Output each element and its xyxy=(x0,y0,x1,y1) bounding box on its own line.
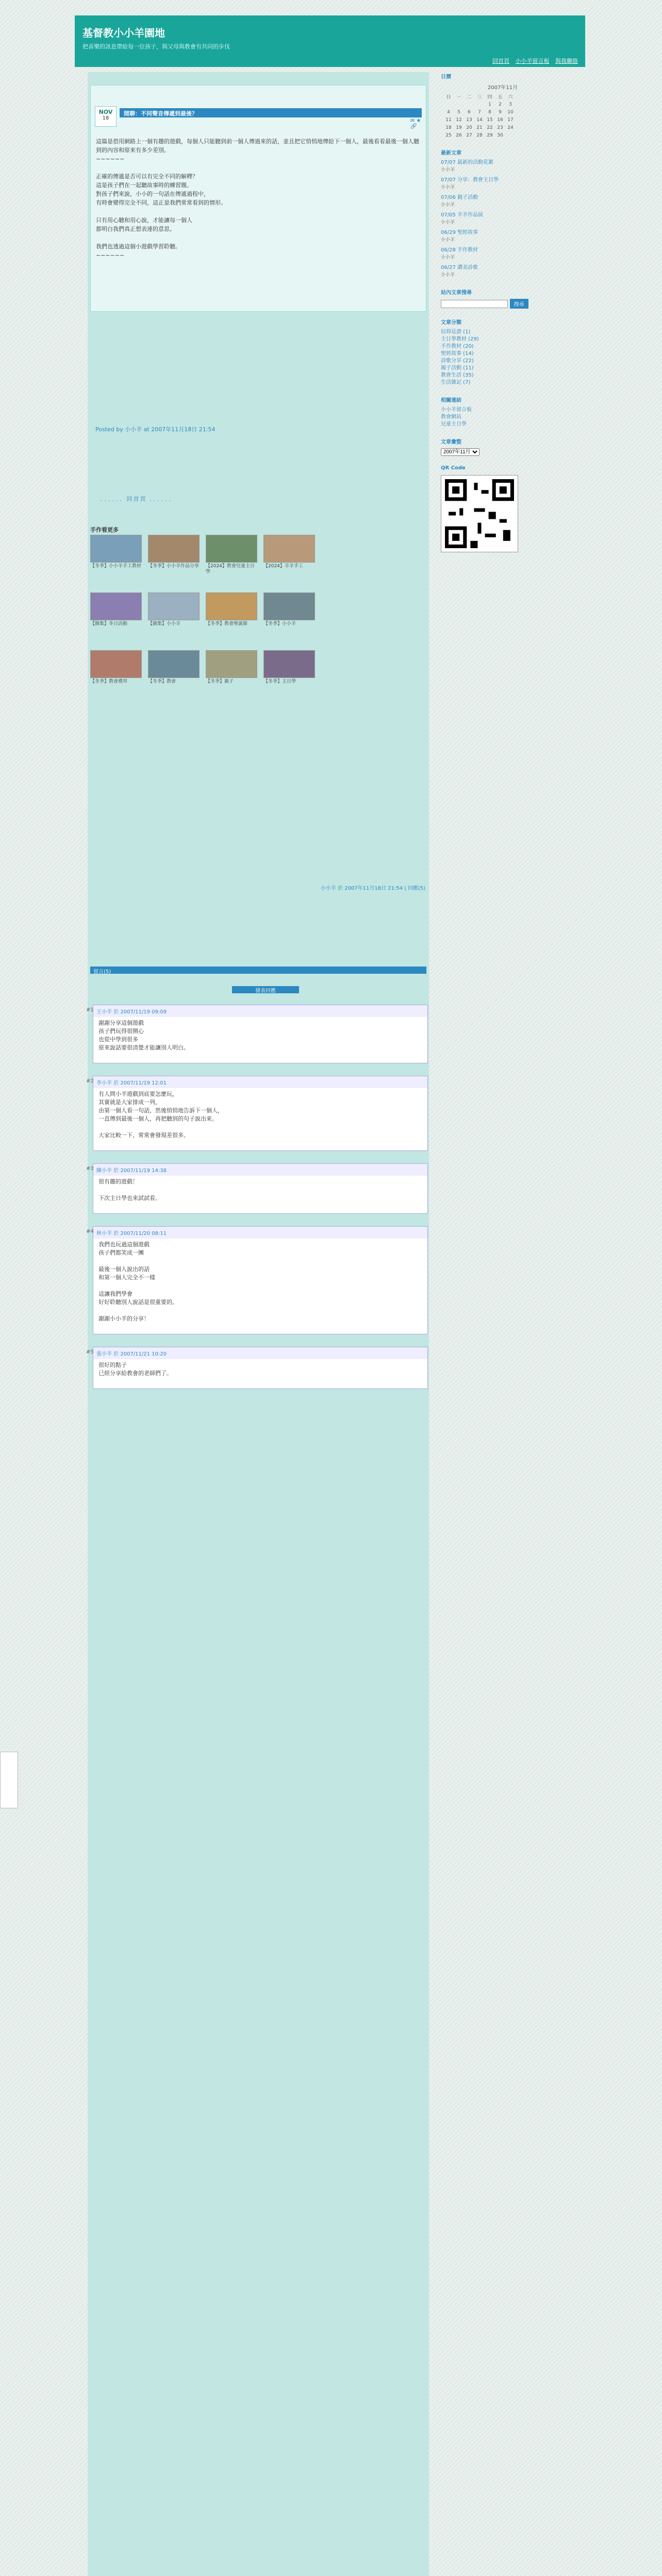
gallery-caption: 【圖集】小小羊 xyxy=(148,621,181,626)
gallery-item[interactable] xyxy=(90,650,142,697)
calendar-day[interactable]: 30 xyxy=(497,132,503,138)
calendar-dayname: 一 xyxy=(456,95,461,100)
qr-title: QR Code xyxy=(441,465,466,471)
recent-posts-box xyxy=(441,148,565,279)
recent-post-title[interactable]: 07/05 羊羊作品展 xyxy=(441,212,483,218)
calendar-grid xyxy=(443,93,516,139)
category-link[interactable]: 聖經故事 (14) xyxy=(441,351,474,357)
calendar-day[interactable]: 20 xyxy=(466,125,472,130)
comment xyxy=(86,1163,428,1214)
comment-header: 李小羊 於 2007/11/19 12:01 xyxy=(93,1076,427,1088)
comment-number: #4 xyxy=(86,1229,94,1234)
gallery-image[interactable] xyxy=(148,592,200,620)
gallery-image[interactable] xyxy=(263,592,315,620)
site-header xyxy=(75,15,585,67)
calendar-day[interactable]: 24 xyxy=(507,125,514,130)
search-input[interactable] xyxy=(441,300,508,308)
calendar-day[interactable]: 18 xyxy=(445,125,452,130)
comment xyxy=(86,1226,428,1334)
category-link[interactable]: 生活雜記 (7) xyxy=(441,380,471,385)
gallery-caption: 【冬季】小小羊作品分享 xyxy=(148,564,200,569)
gallery-item[interactable] xyxy=(263,592,315,639)
nav-guestbook-link[interactable]: 小小羊留言板 xyxy=(515,58,550,64)
gallery-caption: 【冬季】教會禮拜 xyxy=(90,679,128,684)
gallery-item[interactable] xyxy=(206,592,257,639)
calendar-day[interactable]: 10 xyxy=(507,109,514,115)
post-footer[interactable]: Posted by 小小羊 at 2007年11月18日 21:54 xyxy=(95,426,216,433)
recent-post-title[interactable]: 06/28 手作教材 xyxy=(441,247,478,253)
comment-number: #3 xyxy=(86,1166,94,1172)
calendar-day[interactable]: 28 xyxy=(476,132,483,138)
gallery-item[interactable] xyxy=(148,535,200,581)
category-link[interactable]: 手作教材 (20) xyxy=(441,344,474,349)
comment-header: 陳小羊 於 2007/11/19 14:38 xyxy=(93,1164,427,1176)
gallery-image[interactable] xyxy=(263,650,315,678)
comment xyxy=(86,1005,428,1063)
comment-header: 張小羊 於 2007/11/21 10:20 xyxy=(93,1347,427,1359)
calendar-day[interactable]: 29 xyxy=(487,132,493,138)
gallery-item[interactable] xyxy=(206,650,257,697)
gallery-caption: 【圖集】冬日活動 xyxy=(90,621,128,626)
gallery-title: 手作看更多 xyxy=(90,527,119,533)
post-day: 18 xyxy=(102,115,109,121)
sidebar xyxy=(441,72,565,562)
gallery-image[interactable] xyxy=(263,535,315,563)
related-link[interactable]: 兒童主日學 xyxy=(441,421,467,427)
links-title: 相關連結 xyxy=(441,398,461,403)
calendar-box xyxy=(441,72,565,139)
recent-title: 最新文章 xyxy=(441,150,461,156)
floating-share-panel[interactable] xyxy=(0,1752,18,1808)
recent-post-author: 小小羊 xyxy=(441,273,455,278)
gallery-item[interactable] xyxy=(148,592,200,639)
gallery-item[interactable] xyxy=(263,535,315,581)
recent-post[interactable] xyxy=(441,177,565,191)
comment xyxy=(86,1076,428,1151)
gallery-item[interactable] xyxy=(90,592,142,639)
recent-post-author: 小小羊 xyxy=(441,220,455,225)
category-link[interactable]: 信仰見證 (1) xyxy=(441,329,471,335)
category-box xyxy=(441,318,565,386)
category-link[interactable]: 主日學教材 (29) xyxy=(441,336,479,342)
calendar-day[interactable]: 22 xyxy=(487,125,493,130)
calendar-day[interactable]: 23 xyxy=(497,125,503,130)
gallery-image[interactable] xyxy=(148,650,200,678)
comment-text: 謝謝分享這個遊戲 孩子們玩得很開心 也從中學到很多 原來說話要很清楚才能讓別人明白。 xyxy=(98,1020,189,1051)
recent-post-title[interactable]: 06/29 聖經故事 xyxy=(441,230,478,235)
nav-home-link[interactable]: 回首頁 xyxy=(492,58,509,64)
gallery-caption: 【2024】教會兒童主日學 xyxy=(206,564,255,574)
calendar-day[interactable]: 2 xyxy=(499,101,502,107)
calendar-dayname: 二 xyxy=(467,95,472,100)
calendar-day[interactable]: 26 xyxy=(456,132,462,138)
calendar-day[interactable]: 9 xyxy=(499,109,502,115)
post-date xyxy=(95,106,117,127)
calendar-dayname: 五 xyxy=(498,95,503,100)
gallery-image[interactable] xyxy=(206,592,257,620)
archive-box xyxy=(441,437,565,456)
gallery-caption: 【冬季】教會聖誕節 xyxy=(206,621,248,626)
recent-post-author: 小小羊 xyxy=(441,185,455,190)
calendar-day[interactable]: 17 xyxy=(507,117,514,123)
nav-contact-link[interactable]: 與我聯絡 xyxy=(555,58,578,64)
search-button[interactable]: 搜尋 xyxy=(510,299,528,309)
gallery-item[interactable] xyxy=(206,535,257,581)
recent-post[interactable] xyxy=(441,194,565,209)
post-title[interactable]: 閒聊：不同聲音傳遞到最後？ xyxy=(120,108,422,117)
recent-post[interactable] xyxy=(441,212,565,226)
archive-select[interactable] xyxy=(441,448,479,456)
gallery-caption: 【冬季】教會 xyxy=(148,679,176,684)
post-permalink[interactable]: 小小羊 於 2007年11月18日 21:54 | 回應(5) xyxy=(320,886,425,891)
category-link[interactable]: 親子活動 (11) xyxy=(441,365,474,371)
gallery-item[interactable] xyxy=(90,535,142,581)
calendar-day[interactable]: 25 xyxy=(445,132,452,138)
recent-post-author: 小小羊 xyxy=(441,167,455,173)
gallery-caption: 【冬季】主日學 xyxy=(263,679,296,684)
archive-title: 文章彙整 xyxy=(441,439,461,445)
gallery-caption: 【2024】羊羊手工 xyxy=(263,564,303,569)
calendar-day[interactable]: 27 xyxy=(466,132,472,138)
comment-text: 有人問小羊遊戲到底要怎麼玩， 其實就是大家排成一列， 由第一個人看一句話，然後悄悄地告訴下一個人， 一直傳到最後一個人，再把聽到的句子說出來。 大家比較一下，常常會發現差很多。 xyxy=(98,1091,223,1139)
comments-header: 留言(5) xyxy=(90,967,426,974)
calendar-day[interactable]: 6 xyxy=(468,109,471,115)
comment-submit-button[interactable]: 發表回應 xyxy=(232,986,299,993)
comment-text: 很有趣的遊戲！ 下次主日學也來試試看。 xyxy=(98,1178,161,1201)
recent-post-author: 小小羊 xyxy=(441,202,455,208)
site-description: 把喜樂的訊息帶給每一位孩子，與父母與教會有共同的步伐 xyxy=(82,43,230,50)
calendar-month: 2007年11月 xyxy=(487,85,518,91)
comment-text: 很好的點子 已經分享給教會的老師們了。 xyxy=(98,1362,172,1377)
comment xyxy=(86,1347,428,1389)
post-body: 這篇是借用網路上一個有趣的遊戲，每個人只能聽到前一個人傳過來的話，並且把它悄悄地傳給下一個人，最後看看最後一個人聽到的內容和原來有多少差別。 ~~~~~~ 正確的傳遞是否可以有完全不同的解釋？ 這是孩子們在一起聽故事時的練習題。 對孩子們來說，小小的一句話在傳遞過程中， 有時會變得完全不同，這正是我們常常看到的情形。 只有用心聽和用心說，才能讓每一個人 都明白我們真正想表達的意思。 我們也透過這個小遊戲學習聆聽。 ~~~~~~ xyxy=(96,138,419,259)
calendar-day[interactable]: 15 xyxy=(487,117,493,123)
gallery-item[interactable] xyxy=(263,650,315,697)
calendar-day[interactable]: 16 xyxy=(497,117,503,123)
recent-post-title[interactable]: 07/07 分享：教會主日學 xyxy=(441,177,499,183)
calendar-dayname: 日 xyxy=(446,95,451,100)
category-link[interactable]: 詩歌分享 (22) xyxy=(441,358,474,364)
related-gallery xyxy=(90,526,426,684)
post-month: NOV xyxy=(98,109,113,115)
calendar-day[interactable]: 13 xyxy=(466,117,472,123)
calendar-day[interactable]: 14 xyxy=(476,117,483,123)
gallery-image[interactable] xyxy=(206,650,257,678)
gallery-caption: 【冬季】小小羊手工教材 xyxy=(90,564,142,569)
recent-post[interactable] xyxy=(441,229,565,244)
related-link[interactable]: 小小羊留言板 xyxy=(441,407,472,413)
search-box xyxy=(441,288,565,309)
gallery-image[interactable] xyxy=(90,535,142,563)
recent-post-title[interactable]: 07/07 最新的活動花絮 xyxy=(441,160,493,165)
category-title: 文章分類 xyxy=(441,320,461,326)
comment-number: #2 xyxy=(86,1078,94,1084)
header-nav xyxy=(488,57,578,65)
calendar-day[interactable]: 21 xyxy=(476,125,483,130)
category-link[interactable]: 教會生活 (35) xyxy=(441,372,474,378)
calendar-day[interactable]: 8 xyxy=(488,109,491,115)
calendar-title: 日曆 xyxy=(441,74,451,80)
gallery-image[interactable] xyxy=(90,650,142,678)
calendar-day[interactable]: 5 xyxy=(457,109,460,115)
site-title[interactable]: 基督教小小羊園地 xyxy=(82,27,165,39)
calendar-dayname: 六 xyxy=(508,95,513,100)
related-link[interactable]: 教會網站 xyxy=(441,414,461,420)
blog-post xyxy=(90,85,426,312)
recent-post[interactable] xyxy=(441,264,565,279)
recent-post-title[interactable]: 07/06 親子活動 xyxy=(441,195,478,200)
gallery-item[interactable] xyxy=(148,650,200,697)
gallery-caption: 【冬季】小小羊 xyxy=(263,621,296,626)
share-icons[interactable]: ✉ ★ 🔗 xyxy=(410,118,421,129)
calendar-day[interactable]: 3 xyxy=(509,101,512,107)
links-box xyxy=(441,396,565,428)
comment-header: 王小羊 於 2007/11/19 09:09 xyxy=(93,1005,427,1017)
calendar-day[interactable]: 19 xyxy=(456,125,462,130)
calendar-day[interactable]: 1 xyxy=(488,101,491,107)
comment-header: 林小羊 於 2007/11/20 08:11 xyxy=(93,1227,427,1239)
recent-post-author: 小小羊 xyxy=(441,255,455,260)
gallery-image[interactable] xyxy=(206,535,257,563)
search-title: 站內文章搜尋 xyxy=(441,290,472,296)
calendar-day[interactable]: 11 xyxy=(445,117,452,123)
recent-post-title[interactable]: 06/27 讚美詩歌 xyxy=(441,265,478,270)
calendar-day[interactable]: 4 xyxy=(447,109,450,115)
calendar-dayname: 四 xyxy=(487,95,492,100)
gallery-image[interactable] xyxy=(148,535,200,563)
comment-number: #5 xyxy=(86,1349,94,1355)
recent-post[interactable] xyxy=(441,159,565,174)
calendar-dayname: 三 xyxy=(477,95,482,100)
calendar-day[interactable]: 7 xyxy=(478,109,481,115)
gallery-image[interactable] xyxy=(90,592,142,620)
back-home-link[interactable]: ．．．．．．回首頁 ．．．．．． xyxy=(101,496,176,502)
recent-post[interactable] xyxy=(441,247,565,261)
calendar-day[interactable]: 12 xyxy=(456,117,462,123)
recent-post-author: 小小羊 xyxy=(441,238,455,243)
qr-box xyxy=(441,465,565,552)
comment-text: 我們也玩過這個遊戲 孩子們都笑成一團 最後一個人說出的話 和第一個人完全不一樣 這讓我們學會 好好聆聽別人說話是很重要的。 謝謝小小羊的分享！ xyxy=(98,1241,178,1322)
gallery-caption: 【冬季】親子 xyxy=(206,679,234,684)
comment-number: #1 xyxy=(86,1007,94,1013)
qr-code-image xyxy=(441,475,518,552)
